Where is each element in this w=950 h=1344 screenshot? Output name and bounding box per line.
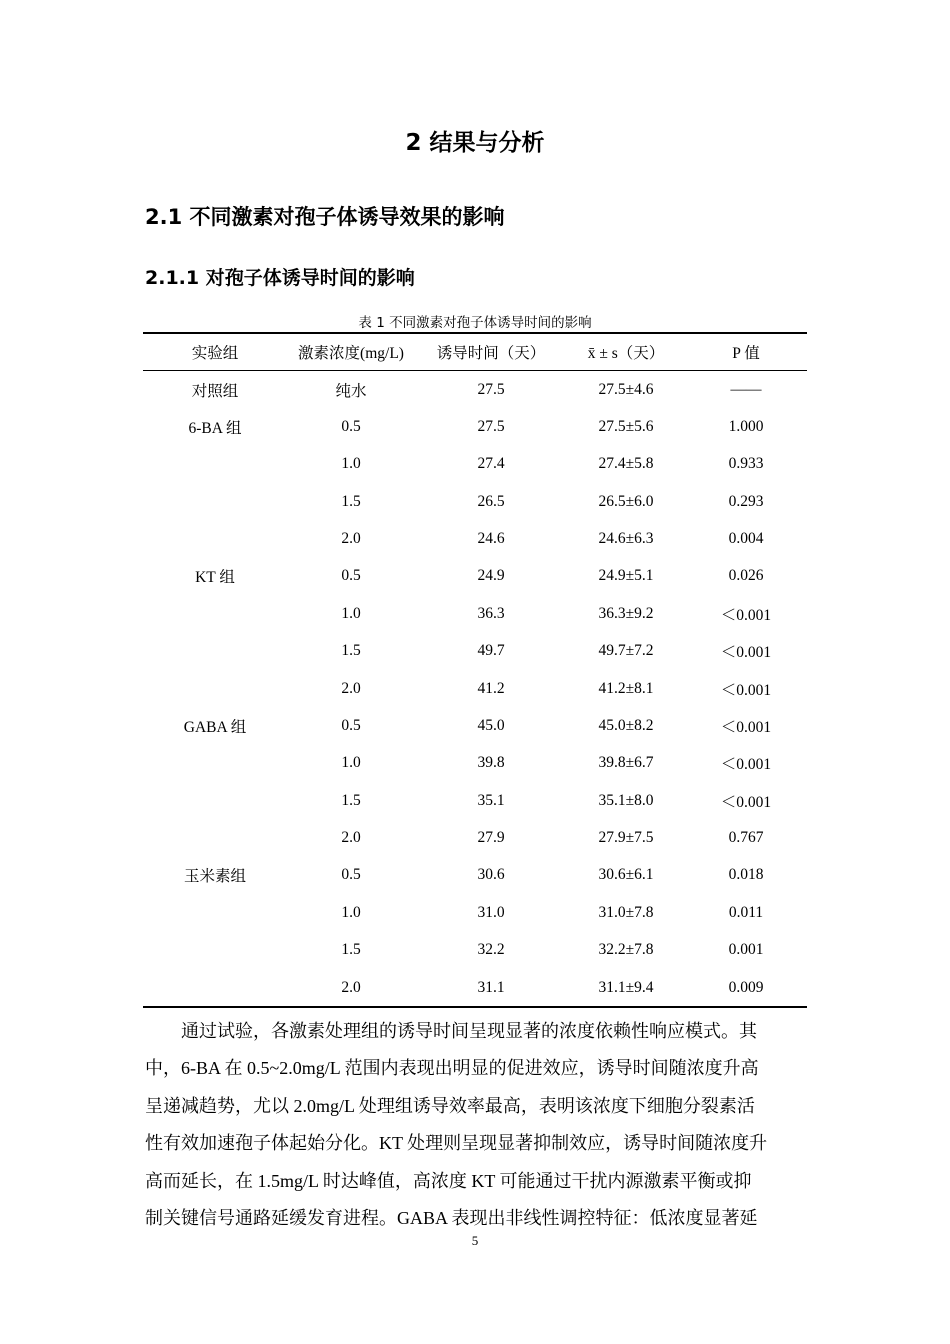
group-cell (143, 521, 287, 558)
concentration-cell: 1.5 (341, 492, 361, 510)
concentration-cell: 1.5 (341, 791, 361, 809)
induction-time-cell: 30.6 (477, 866, 505, 884)
p-value-cell: 0.933 (728, 455, 764, 473)
p-value-cell: 0.018 (728, 866, 764, 884)
table-row (143, 820, 807, 857)
induction-time-cell: 31.0 (477, 903, 505, 921)
mean-sd-cell: 36.3±9.2 (598, 604, 654, 622)
table-row (143, 408, 807, 445)
induction-time-cell: 35.1 (477, 791, 505, 809)
concentration-cell: 1.0 (341, 455, 361, 473)
group-cell (143, 932, 287, 969)
p-value-cell: ＜0.001 (720, 756, 772, 774)
table-header-row (143, 334, 807, 370)
p-value-cell: 1.000 (728, 417, 764, 435)
header-p-value: P 值 (732, 345, 760, 362)
group-cell (143, 595, 287, 632)
group-cell: KT 组 (195, 569, 235, 587)
mean-sd-cell: 24.6±6.3 (598, 530, 654, 548)
induction-time-cell: 45.0 (477, 716, 505, 734)
mean-sd-cell: 24.9±5.1 (598, 567, 654, 585)
mean-sd-cell: 27.5±5.6 (598, 417, 654, 435)
paragraph-line: 高而延长，在 1.5mg/L 时达峰值，高浓度 KT 可能通过干扰内源激素平衡或抑 (145, 1170, 752, 1191)
p-value-cell: 0.767 (728, 829, 764, 847)
paragraph-line: 通过试验，各激素处理组的诱导时间呈现显著的浓度依赖性响应模式。其 (145, 1021, 757, 1041)
p-value-cell: 0.011 (728, 903, 764, 921)
mean-sd-cell: 35.1±8.0 (598, 791, 654, 809)
header-concentration: 激素浓度(mg/L) (298, 345, 404, 362)
p-value-cell: ＜0.001 (720, 793, 772, 811)
body-paragraph (145, 1013, 805, 1237)
table-row (143, 932, 807, 969)
p-value-cell: 0.001 (728, 941, 764, 959)
induction-time-cell: 32.2 (477, 941, 505, 959)
mean-sd-cell: 39.8±6.7 (598, 754, 654, 772)
concentration-cell: 纯水 (335, 382, 367, 400)
induction-time-cell: 49.7 (477, 642, 505, 660)
chapter-title: 2 结果与分析 (405, 130, 545, 156)
header-mean-sd: x̄ ± s（天） (587, 345, 665, 362)
induction-time-cell: 27.5 (477, 417, 505, 435)
induction-time-cell: 27.4 (477, 455, 505, 473)
induction-time-cell: 24.9 (477, 567, 505, 585)
table-bottom-rule (143, 1006, 807, 1008)
subsection-title: 2.1.1 对孢子体诱导时间的影响 (145, 267, 415, 289)
concentration-cell: 0.5 (341, 417, 361, 435)
table-row (143, 521, 807, 558)
group-cell (143, 483, 287, 520)
table-row (143, 446, 807, 483)
concentration-cell: 1.5 (341, 642, 361, 660)
page-number: 5 (471, 1233, 479, 1248)
table-row (143, 745, 807, 782)
paragraph-line: 呈递减趋势，尤以 2.0mg/L 处理组诱导效率最高，表明该浓度下细胞分裂素活 (145, 1095, 755, 1116)
group-cell (143, 670, 287, 707)
section-title: 2.1 不同激素对孢子体诱导效果的影响 (145, 205, 505, 229)
table-row (143, 558, 807, 595)
concentration-cell: 2.0 (341, 829, 361, 847)
p-value-cell: ＜0.001 (720, 606, 772, 624)
table-row (143, 633, 807, 670)
group-cell (143, 969, 287, 1006)
mean-sd-cell: 27.4±5.8 (598, 455, 654, 473)
table-row (143, 969, 807, 1006)
induction-time-cell: 24.6 (477, 530, 505, 548)
induction-time-cell: 27.5 (477, 380, 505, 398)
paragraph-line: 性有效加速孢子体起始分化。KT 处理则呈现显著抑制效应，诱导时间随浓度升 (145, 1133, 768, 1154)
mean-sd-cell: 31.0±7.8 (598, 903, 654, 921)
table-row (143, 894, 807, 931)
group-cell: 6-BA 组 (188, 419, 242, 437)
table-row (143, 782, 807, 819)
group-cell (143, 633, 287, 670)
group-cell: 对照组 (191, 382, 239, 400)
table-row (143, 707, 807, 744)
mean-sd-cell: 49.7±7.2 (598, 642, 654, 660)
mean-sd-cell: 30.6±6.1 (598, 866, 654, 884)
p-value-cell: 0.004 (728, 530, 764, 548)
paragraph-line: 中，6-BA 在 0.5~2.0mg/L 范围内表现出明显的促进效应，诱导时间随浓度升高 (145, 1058, 759, 1079)
group-cell (143, 894, 287, 931)
table-row (143, 483, 807, 520)
p-value-cell: ＜0.001 (720, 681, 772, 699)
group-cell: GABA 组 (183, 718, 247, 736)
mean-sd-cell: 45.0±8.2 (598, 716, 654, 734)
induction-time-cell: 31.1 (477, 978, 505, 996)
mean-sd-cell: 27.9±7.5 (598, 829, 654, 847)
p-value-cell: 0.026 (728, 567, 764, 585)
mean-sd-cell: 41.2±8.1 (598, 679, 654, 697)
p-value-cell: ＜0.001 (720, 718, 772, 736)
mean-sd-cell: 32.2±7.8 (598, 941, 654, 959)
concentration-cell: 2.0 (341, 679, 361, 697)
concentration-cell: 0.5 (341, 866, 361, 884)
concentration-cell: 0.5 (341, 567, 361, 585)
p-value-cell: 0.009 (728, 978, 764, 996)
induction-time-cell: 39.8 (477, 754, 505, 772)
concentration-cell: 1.5 (341, 941, 361, 959)
concentration-cell: 2.0 (341, 530, 361, 548)
table-row (143, 371, 807, 408)
header-induction-time: 诱导时间（天） (436, 345, 546, 362)
concentration-cell: 0.5 (341, 716, 361, 734)
group-cell (143, 745, 287, 782)
concentration-cell: 2.0 (341, 978, 361, 996)
table-caption: 表 1 不同激素对孢子体诱导时间的影响 (358, 315, 592, 331)
group-cell (143, 782, 287, 819)
group-cell (143, 820, 287, 857)
group-cell: 玉米素组 (183, 868, 246, 886)
header-group: 实验组 (191, 345, 239, 362)
induction-time-cell: 27.9 (477, 829, 505, 847)
mean-sd-cell: 31.1±9.4 (598, 978, 654, 996)
mean-sd-cell: 27.5±4.6 (598, 380, 654, 398)
concentration-cell: 1.0 (341, 754, 361, 772)
concentration-cell: 1.0 (341, 903, 361, 921)
induction-time-cell: 36.3 (477, 604, 505, 622)
table-row (143, 670, 807, 707)
induction-time-cell: 26.5 (477, 492, 505, 510)
concentration-cell: 1.0 (341, 604, 361, 622)
results-table (143, 332, 807, 1008)
paragraph-line: 制关键信号通路延缓发育进程。GABA 表现出非线性调控特征：低浓度显著延 (145, 1208, 758, 1229)
group-cell (143, 446, 287, 483)
induction-time-cell: 41.2 (477, 679, 505, 697)
p-value-cell: —— (730, 380, 762, 398)
table-row (143, 595, 807, 632)
p-value-cell: 0.293 (728, 492, 764, 510)
table-row (143, 857, 807, 894)
mean-sd-cell: 26.5±6.0 (598, 492, 654, 510)
p-value-cell: ＜0.001 (720, 644, 772, 662)
